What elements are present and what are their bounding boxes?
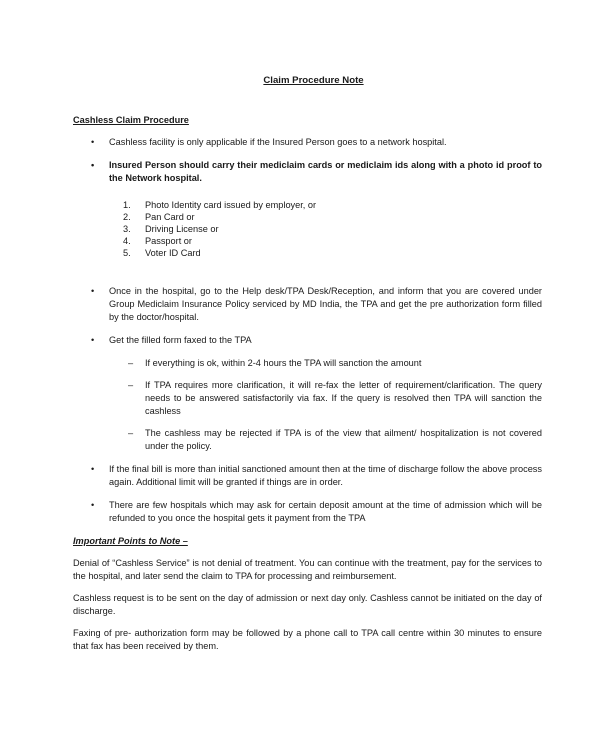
- list-number: 1.: [123, 200, 131, 210]
- bullet-final-bill: • If the final bill is more than initial sanctioned amount then at the time of discharge follow the above process again. Additional limit will be granted if things are in order.: [73, 463, 542, 489]
- bullet-network-hospital: • Cashless facility is only applicable if the Insured Person goes to a network hospital.: [73, 136, 542, 149]
- note-denial: Denial of “Cashless Service” is not denial of treatment. You can continue with the treatment, pay for the services to the hospital, and later send the claim to TPA for processing and reimbursement.: [73, 558, 542, 581]
- list-item: [109, 211, 542, 223]
- list-item: [109, 223, 542, 235]
- dash-item-clarification: – If TPA requires more clarification, it will re-fax the letter of requirement/clarification. The query needs to be answered satisfactorily via fax. If the query is resolved then TPA will sanction the cashless: [109, 379, 542, 418]
- bullet-deposit: • There are few hospitals which may ask for certain deposit amount at the time of admission which will be refunded to you once the hospital gets it payment from the TPA: [73, 499, 542, 525]
- note-faxing: Faxing of pre- authorization form may be followed by a phone call to TPA call centre within 30 minutes to ensure that fax has been received by them.: [73, 628, 542, 651]
- bullet-fax-form-text: Get the filled form faxed to the TPA: [109, 335, 252, 345]
- bullet-carry-cards-text: Insured Person should carry their mediclaim cards or mediclaim ids along with a photo id proof to the Network hospital.: [109, 160, 542, 183]
- list-text: Driving License or: [145, 224, 219, 234]
- dash-item-sanction: – If everything is ok, within 2-4 hours the TPA will sanction the amount: [109, 357, 542, 370]
- id-proof-list: [109, 199, 542, 259]
- list-text: Photo Identity card issued by employer, or: [145, 200, 317, 210]
- bullet-help-desk: • Once in the hospital, go to the Help desk/TPA Desk/Reception, and inform that you are covered under Group Mediclaim Insurance Policy serviced by MD India, the TPA and get the pre authorization form filled by the doctor/hospital.: [73, 285, 542, 324]
- document-title: Claim Procedure Note: [263, 75, 364, 86]
- list-item: [109, 235, 542, 247]
- list-text: Voter ID Card: [145, 248, 201, 258]
- list-item: [109, 199, 542, 211]
- cashless-bullet-list: [73, 136, 542, 525]
- list-number: 4.: [123, 236, 131, 246]
- bullet-fax-form: [73, 334, 542, 453]
- note-request-timing: Cashless request is to be sent on the day of admission or next day only. Cashless cannot be initiated on the day of discharge.: [73, 593, 542, 616]
- bullet-carry-cards: [73, 159, 542, 275]
- list-item: [109, 247, 542, 259]
- dash-item-rejection: – The cashless may be rejected if TPA is of the view that ailment/ hospitalization is not covered under the policy.: [109, 427, 542, 453]
- list-number: 5.: [123, 248, 131, 258]
- list-text: Passport or: [145, 236, 192, 246]
- list-number: 3.: [123, 224, 131, 234]
- fax-outcome-list: [109, 357, 542, 453]
- list-text: Pan Card or: [145, 212, 195, 222]
- list-number: 2.: [123, 212, 131, 222]
- cashless-heading: Cashless Claim Procedure: [73, 115, 189, 125]
- important-heading: Important Points to Note –: [73, 536, 188, 546]
